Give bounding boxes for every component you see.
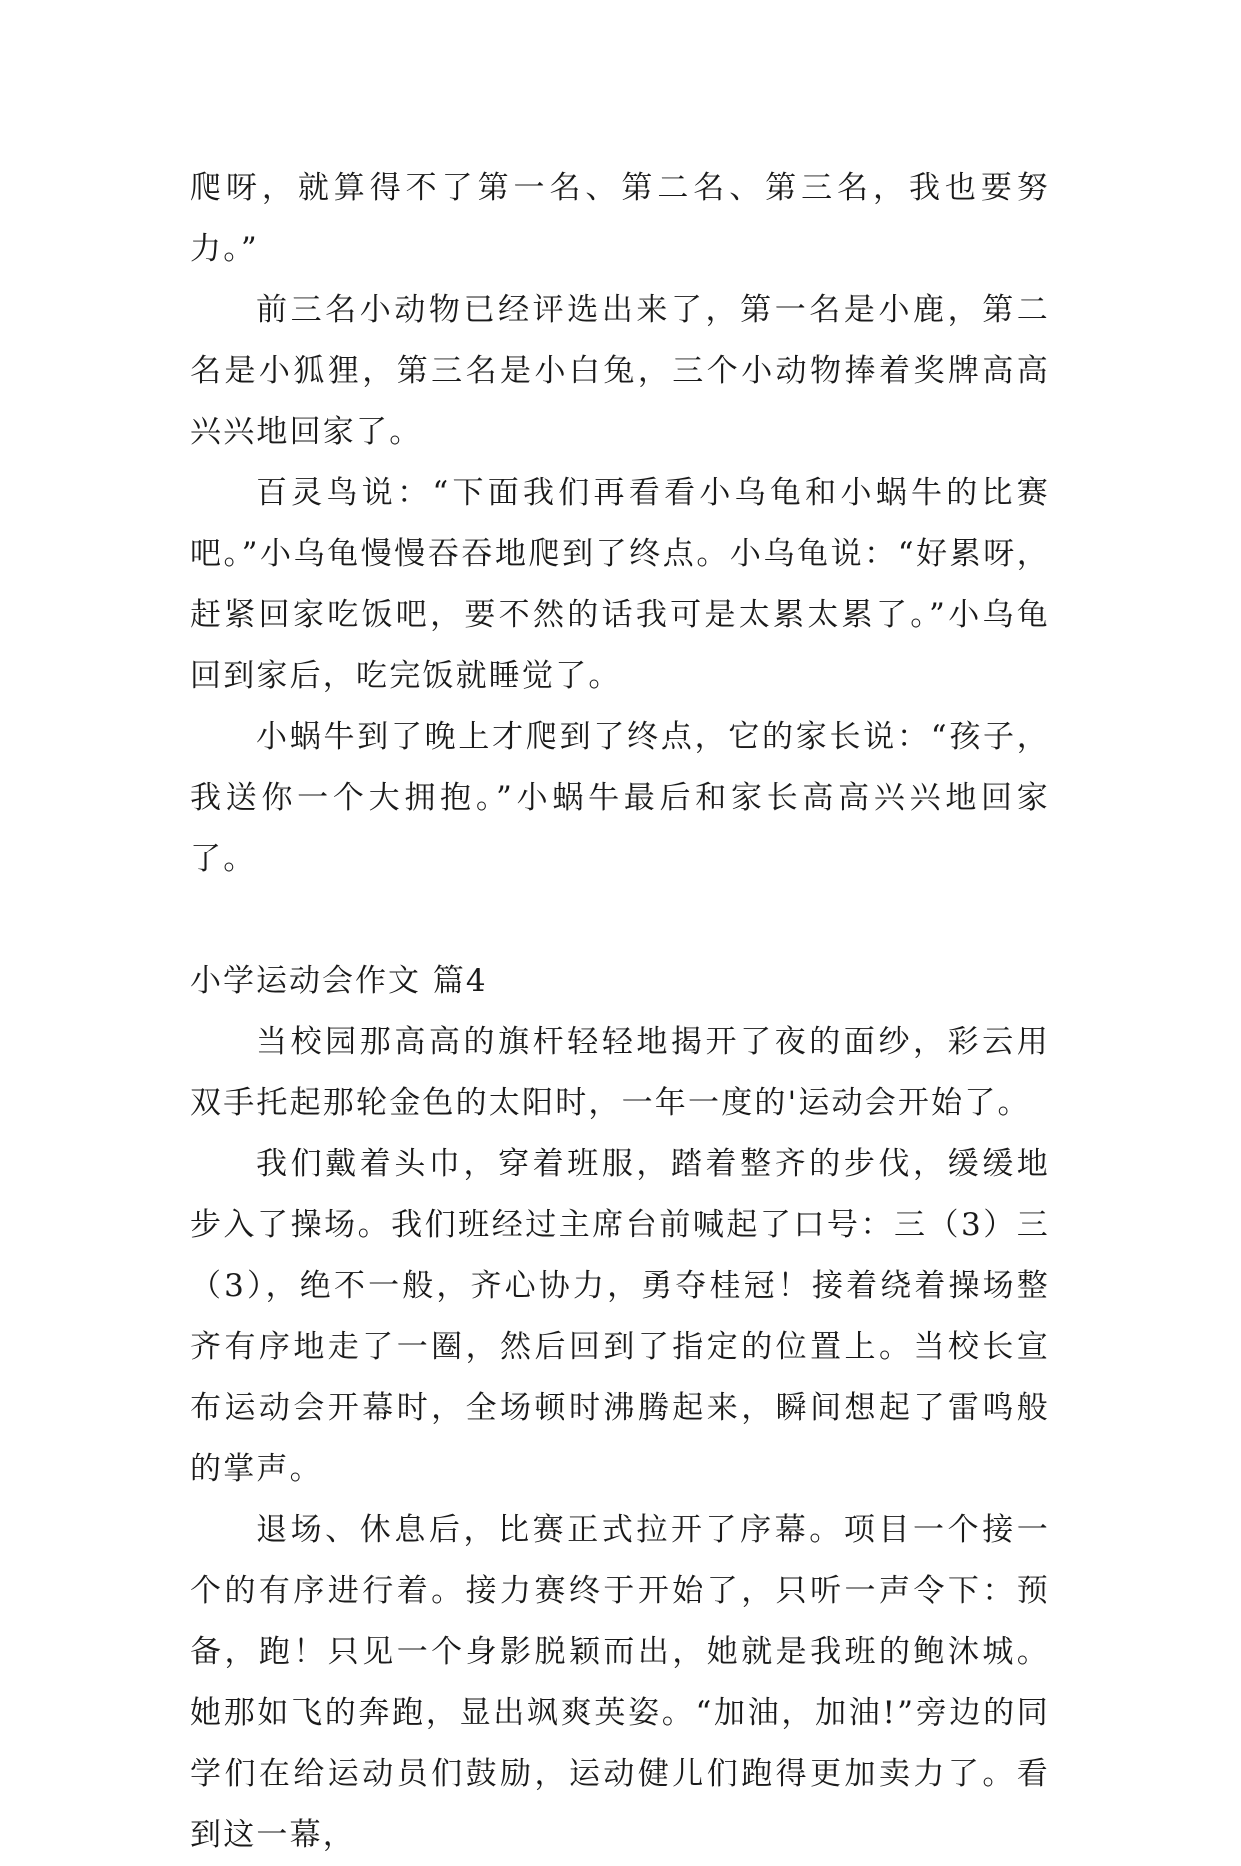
paragraph: 我们戴着头巾，穿着班服，踏着整齐的步伐，缓缓地步入了操场。我们班经过主席台前喊起了口号：三（3）三（3），绝不一般，齐心协力，勇夺桂冠！接着绕着操场整齐有序地走了一圈，然后回到了指定的位置上。当校长宣布运动会开幕时，全场顿时沸腾起来，瞬间想起了雷鸣般的掌声。: [190, 1146, 1050, 1487]
paragraph: 小蜗牛到了晚上才爬到了终点，它的家长说：“孩子，我送你一个大拥抱。”小蜗牛最后和家长高高兴兴地回家了。: [190, 719, 1050, 877]
document-body: [190, 158, 1050, 1866]
paragraph: 前三名小动物已经评选出来了，第一名是小鹿，第二名是小狐狸，第三名是小白兔，三个小动物捧着奖牌高高兴兴地回家了。: [190, 292, 1050, 450]
paragraph: 百灵鸟说：“下面我们再看看小乌龟和小蜗牛的比赛吧。”小乌龟慢慢吞吞地爬到了终点。小乌龟说：“好累呀，赶紧回家吃饭吧，要不然的话我可是太累太累了。”小乌龟回到家后，吃完饭就睡觉了。: [190, 475, 1050, 694]
paragraph-continuation: 爬呀，就算得不了第一名、第二名、第三名，我也要努力。”: [190, 170, 1050, 267]
paragraph: 退场、休息后，比赛正式拉开了序幕。项目一个接一个的有序进行着。接力赛终于开始了，只听一声令下：预备，跑！只见一个身影脱颖而出，她就是我班的鲍沐城。她那如飞的奔跑，显出飒爽英姿。“加油，加油!”旁边的同学们在给运动员们鼓励，运动健儿们跑得更加卖力了。看到这一幕，: [190, 1512, 1050, 1853]
section-title: 小学运动会作文 篇4: [190, 963, 488, 999]
section-gap: [190, 890, 1050, 951]
paragraph: 当校园那高高的旗杆轻轻地揭开了夜的面纱，彩云用双手托起那轮金色的太阳时，一年一度的'运动会开始了。: [190, 1024, 1050, 1121]
